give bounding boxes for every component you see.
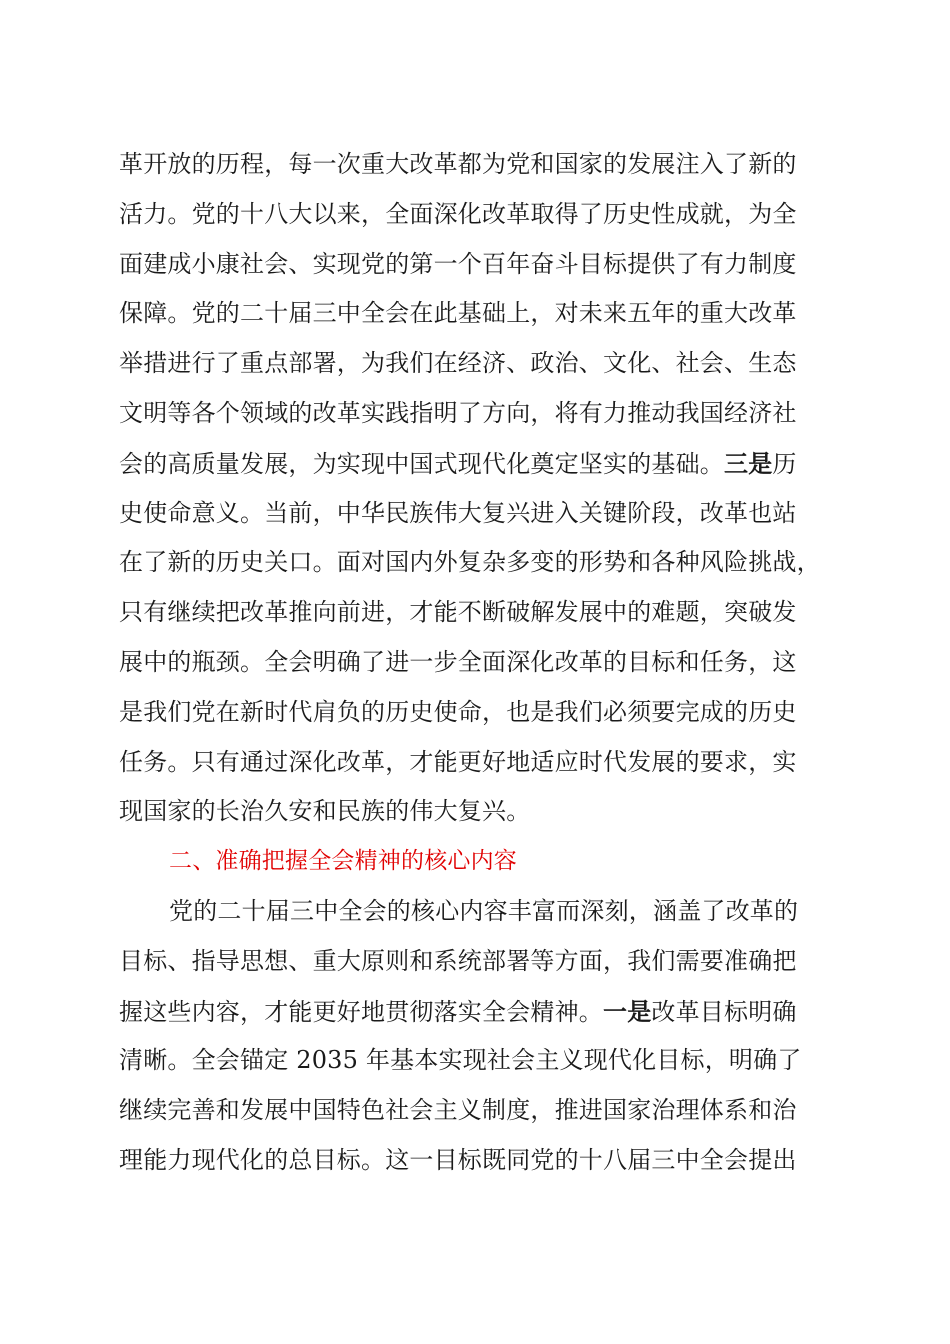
body-line: 保障。党的二十届三中全会在此基础上，对未来五年的重大改革 bbox=[119, 299, 797, 328]
body-line: 目标、指导思想、重大原则和系统部署等方面，我们需要准确把 bbox=[119, 946, 797, 975]
body-line bbox=[119, 987, 831, 1037]
body-text: 历 bbox=[772, 449, 797, 478]
body-line: 在了新的历史关口。面对国内外复杂多变的形势和各种风险挑战， bbox=[119, 548, 821, 577]
body-line: 现国家的长治久安和民族的伟大复兴。 bbox=[119, 797, 531, 826]
body-line: 展中的瓶颈。全会明确了进一步全面深化改革的目标和任务，这 bbox=[119, 647, 797, 676]
body-text: 会的高质量发展，为实现中国式现代化奠定坚实的基础。 bbox=[119, 449, 724, 478]
section-heading: 二、准确把握全会精神的核心内容 bbox=[169, 848, 517, 875]
body-text: 改革目标明确 bbox=[651, 997, 797, 1026]
body-line: 继续完善和发展中国特色社会主义制度，推进国家治理体系和治 bbox=[119, 1096, 797, 1125]
body-line: 举措进行了重点部署，为我们在经济、政治、文化、社会、生态 bbox=[119, 349, 797, 378]
body-line: 史使命意义。当前，中华民族伟大复兴进入关键阶段，改革也站 bbox=[119, 498, 797, 527]
body-line: 是我们党在新时代肩负的历史使命，也是我们必须要完成的历史 bbox=[119, 697, 797, 726]
body-line: 只有继续把改革推向前进，才能不断破解发展中的难题，突破发 bbox=[119, 598, 797, 627]
body-line: 活力。党的十八大以来，全面深化改革取得了历史性成就，为全 bbox=[119, 199, 797, 228]
emphasis-label: 三是 bbox=[724, 448, 773, 478]
document-body bbox=[119, 140, 831, 1186]
body-line: 面建成小康社会、实现党的第一个百年奋斗目标提供了有力制度 bbox=[119, 249, 797, 278]
body-line: 文明等各个领域的改革实践指明了方向，将有力推动我国经济社 bbox=[119, 398, 797, 427]
body-line: 理能力现代化的总目标。这一目标既同党的十八届三中全会提出 bbox=[119, 1145, 797, 1174]
emphasis-label: 一是 bbox=[603, 996, 652, 1026]
body-line: 革开放的历程，每一次重大改革都为党和国家的发展注入了新的 bbox=[119, 150, 797, 178]
body-text: 握这些内容，才能更好地贯彻落实全会精神。 bbox=[119, 997, 603, 1026]
body-line: 党的二十届三中全会的核心内容丰富而深刻，涵盖了改革的 bbox=[169, 896, 799, 925]
body-line bbox=[119, 439, 831, 489]
body-line: 清晰。全会锚定 2035 年基本实现社会主义现代化目标，明确了 bbox=[119, 1046, 802, 1075]
body-line: 任务。只有通过深化改革，才能更好地适应时代发展的要求，实 bbox=[119, 747, 797, 776]
